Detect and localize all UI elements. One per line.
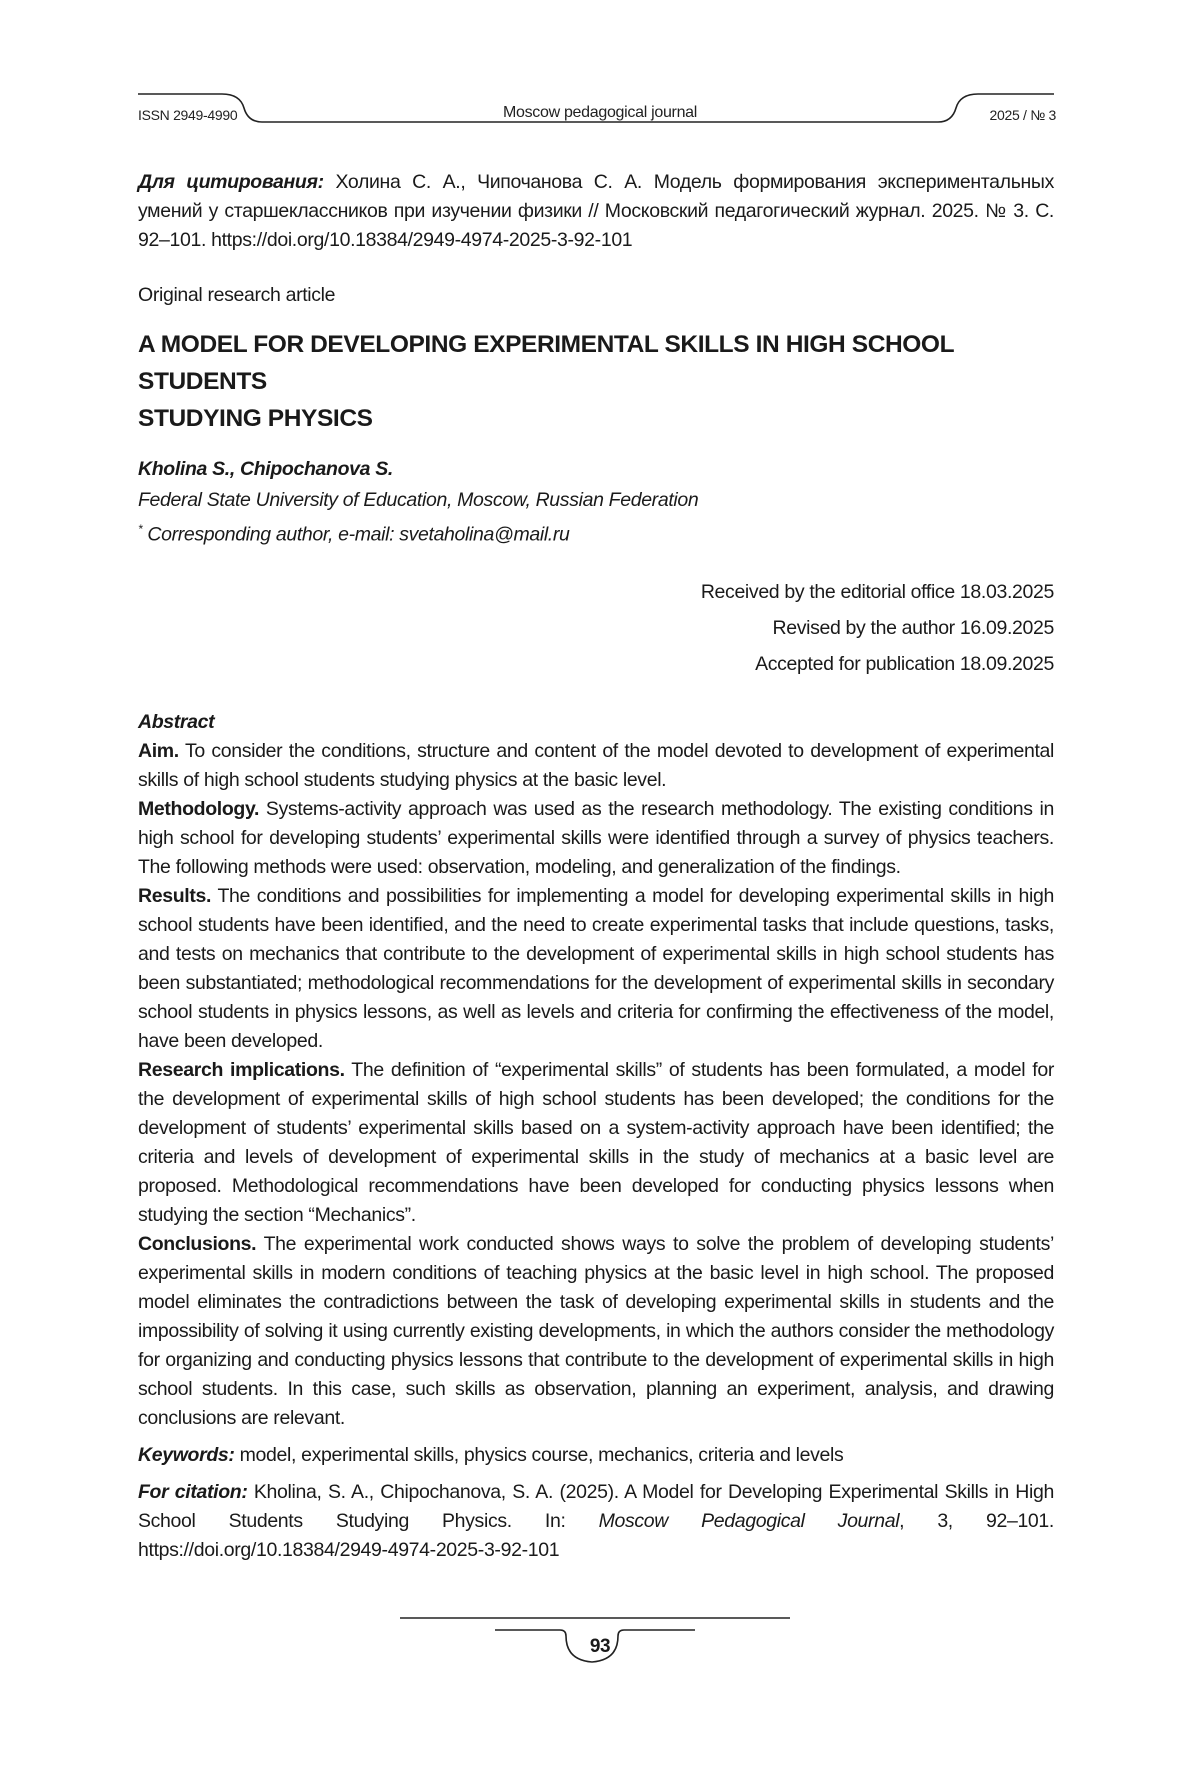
- for-citation-label: For citation:: [138, 1480, 248, 1503]
- article-type: Original research article: [138, 284, 336, 306]
- abstract-methodology: [138, 795, 1054, 882]
- article-dates: [138, 574, 1054, 682]
- running-header: [0, 0, 1200, 140]
- authors: Kholina S., Chipochanova S.: [138, 458, 393, 480]
- abstract-results-label: Results.: [138, 884, 212, 907]
- abstract-implications-label: Research implications.: [138, 1058, 345, 1081]
- abstract-aim-label: Aim.: [138, 739, 179, 762]
- abstract-methodology-label: Methodology.: [138, 797, 260, 820]
- keywords-text: model, experimental skills, physics course, mechanics, criteria and levels: [234, 1443, 844, 1466]
- for-citation-journal: Moscow Pedagogical Journal: [598, 1509, 900, 1532]
- keywords: [138, 1441, 1054, 1470]
- abstract-implications: [138, 1056, 1054, 1230]
- article-title-line-2: STUDYING PHYSICS: [138, 405, 373, 432]
- keywords-label: Keywords:: [138, 1443, 235, 1466]
- abstract-implications-text: The definition of “experimental skills” of students has been formulated, a model for the development of experimental skills of high school students has been developed; the conditions for the development of students’ experimental skills based on a system-activity approach have been identified; the criteria and levels of development of experimental skills in the study of mechanics at a basic level are proposed. Methodological recommendations have been developed for conducting physics lessons when studying the section “Mechanics”.: [138, 1058, 1054, 1226]
- article-title: [138, 326, 1054, 437]
- abstract-conclusions-label: Conclusions.: [138, 1232, 257, 1255]
- abstract-results: [138, 882, 1054, 1056]
- header-issn: ISSN 2949-4990: [138, 107, 238, 123]
- corresponding-email: Corresponding author, e-mail: svetaholina@mail.ru: [142, 523, 570, 546]
- date-revised: Revised by the author 16.09.2025: [772, 616, 1054, 639]
- abstract-results-text: The conditions and possibilities for implementing a model for developing experimental skills in high school students have been identified, and the need to create experimental tasks that include questions, tasks, and tests on mechanics that contribute to the development of experimental skills in high school students has been substantiated; methodological recommendations for the development of experimental skills in secondary school students in physics lessons, as well as levels and criteria for confirming the effectiveness of the model, have been developed.: [138, 884, 1054, 1052]
- header-journal-name: Moscow pedagogical journal: [502, 104, 698, 121]
- article-title-line-1: A MODEL FOR DEVELOPING EXPERIMENTAL SKILLS IN HIGH SCHOOL STUDENTS: [138, 331, 954, 395]
- for-citation: [138, 1478, 1054, 1565]
- date-accepted: Accepted for publication 18.09.2025: [755, 652, 1054, 675]
- article-first-page: [138, 168, 1054, 1565]
- abstract-conclusions-text: The experimental work conducted shows ways to solve the problem of developing students’ experimental skills in modern conditions of teaching physics at the basic level in high school. The proposed model eliminates the contradictions between the task of developing experimental skills in students and the impossibility of solving it using currently existing developments, in which the authors consider the methodology for organizing and conducting physics lessons that contribute to the development of experimental skills in high school students. In this case, such skills as observation, planning an experiment, analysis, and drawing conclusions are relevant.: [138, 1232, 1054, 1429]
- abstract-aim-text: To consider the conditions, structure and content of the model devoted to development of experimental skills of high school students studying physics at the basic level.: [138, 739, 1054, 791]
- page-footer: [0, 1600, 1200, 1680]
- citation-russian-text: Холина С. А., Чипочанова С. А. Модель формирования экспериментальных умений у старшеклассников при изучении физики // Московский педагогический журнал. 2025. № 3. С. 92–101. https://doi.org/10.18384/2949-4974-2025-3-92-101: [138, 171, 1054, 251]
- page-number: 93: [589, 1636, 611, 1657]
- for-citation-doi: , 3, 92–101. https://doi.org/10.18384/2949-4974-2025-3-92-101: [138, 1509, 1054, 1561]
- abstract-methodology-text: Systems-activity approach was used as the research methodology. The existing conditions in high school for developing students’ experimental skills were identified through a survey of physics teachers. The following methods were used: observation, modeling, and generalization of the findings.: [138, 797, 1054, 878]
- header-issue: 2025 / № 3: [989, 107, 1056, 123]
- corresponding-mark: *: [138, 522, 143, 536]
- corresponding-author: [138, 515, 1054, 550]
- abstract: [138, 708, 1054, 1433]
- for-citation-text: Kholina, S. A., Chipochanova, S. A. (2025). A Model for Developing Experimental Skills in High School Students Studying Physics. In:: [138, 1480, 1054, 1532]
- abstract-aim: [138, 737, 1054, 795]
- affiliation: Federal State University of Education, Moscow, Russian Federation: [138, 489, 699, 511]
- citation-russian: [138, 168, 1054, 255]
- citation-russian-label: Для цитирования:: [138, 171, 324, 193]
- abstract-heading: Abstract: [138, 710, 215, 733]
- abstract-conclusions: [138, 1230, 1054, 1433]
- date-received: Received by the editorial office 18.03.2025: [700, 580, 1054, 603]
